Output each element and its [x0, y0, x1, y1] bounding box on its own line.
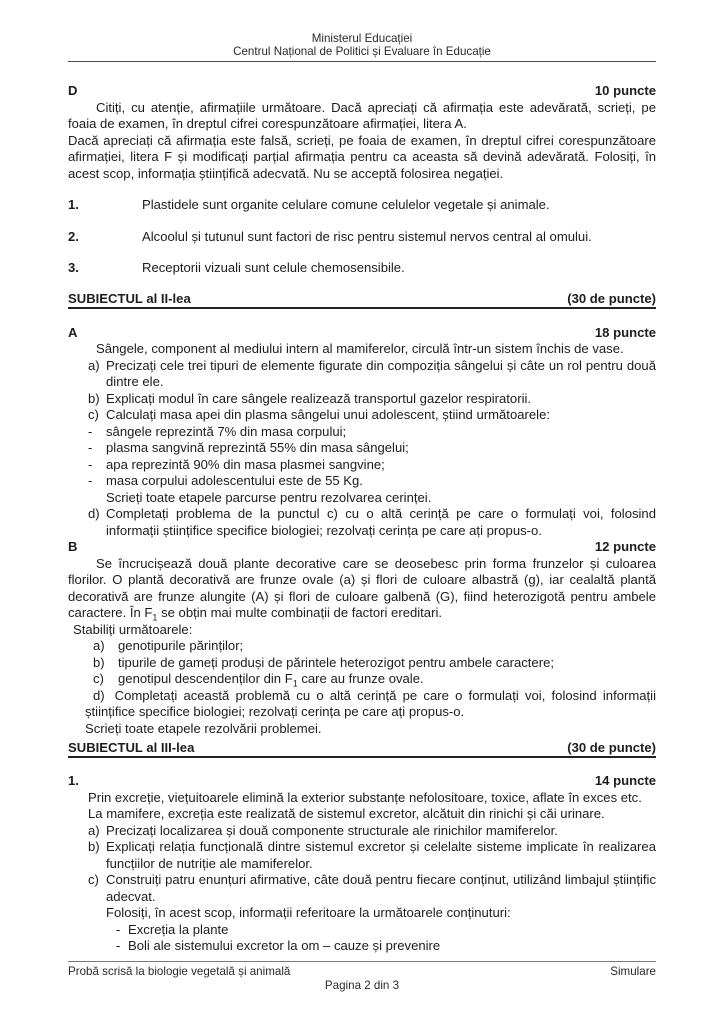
dash-text: Boli ale sistemului excretor la om – cauze și prevenire	[128, 938, 441, 953]
item-text-pre: genotipul descendenților din F	[118, 671, 293, 686]
section-1-item-b	[68, 839, 656, 872]
item-text: Precizați cele trei tipuri de elemente figurate din compoziția sângelui și câte un rol pentru două dintre ele.	[106, 357, 656, 389]
section-a-heading	[68, 325, 656, 342]
section-1-contents	[106, 922, 656, 955]
section-b-body	[68, 622, 656, 738]
footer-simulare: Simulare	[610, 965, 656, 978]
section-b-paragraph	[68, 556, 656, 622]
item-marker: b)	[93, 654, 105, 670]
item-text	[118, 671, 424, 688]
section-b-points: 12 puncte	[594, 539, 656, 554]
item-text: Completați această problemă cu o altă cerință pe care o formulați voi, folosind informații științifice specifice biologiei; rezolvați cerința pe care ați propus-o.	[85, 687, 656, 719]
section-b-item-c	[85, 671, 656, 688]
dash-marker: -	[116, 938, 121, 953]
section-1-paragraph-1: Prin excreție, viețuitoarele elimină la exterior substanțe nefolositoare, toxice, aflate în exces etc.	[88, 789, 642, 805]
section-b-item-d	[85, 688, 656, 721]
item-marker: b)	[88, 839, 100, 854]
section-a-note: Scrieți toate etapele parcurse pentru rezolvarea cerinței.	[106, 489, 432, 505]
subject-2-heading	[68, 290, 656, 309]
statement-2	[68, 229, 656, 246]
dash-text: Excreția la plante	[128, 921, 229, 937]
statement-text: Alcoolul și tutunul sunt factori de risc pentru sistemul nervos central al omului.	[142, 228, 592, 244]
section-1-points: 14 puncte	[594, 773, 656, 788]
footer-row	[68, 965, 656, 979]
section-1-paragraphs	[68, 790, 656, 823]
header-ministry: Ministerul Educației	[311, 32, 413, 45]
section-1-item-c-note: Folosiți, în acest scop, informații referitoare la următoarele conținuturi:	[106, 905, 511, 920]
content-dash-2	[116, 938, 656, 955]
document-footer	[68, 961, 656, 992]
item-marker: a)	[88, 357, 100, 373]
section-1-item-a	[68, 823, 656, 840]
section-b-item-a	[85, 638, 656, 655]
item-marker: c)	[93, 671, 104, 686]
statement-number: 2.	[68, 228, 79, 244]
statement-number: 1.	[68, 197, 79, 212]
item-marker: d)	[88, 506, 100, 521]
statement-text: Plastidele sunt organite celulare comune celulelor vegetale și animale.	[142, 197, 550, 212]
footer-page-number: Pagina 2 din 3	[324, 978, 400, 992]
subject-3-heading	[68, 739, 656, 758]
content-dash-1	[116, 922, 656, 939]
section-d-label: D	[68, 83, 78, 98]
item-text: tipurile de gameți produși de părintele heterozigot pentru ambele caractere;	[118, 654, 554, 670]
section-a-dash-3	[68, 457, 656, 474]
section-1-heading	[68, 773, 656, 790]
paragraph-text: Se încrucișează două plante decorative care se deosebesc prin forma frunzelor și culoarea florilor. O plantă decorativă are frunze ovale (a) și flori de culoare albastră (g), iar cealaltă plantă decorativă are frunze alungite (A) și flori de culoare galbenă (G), fiind heterozigotă pentru ambele caractere. În F	[68, 555, 656, 620]
statement-1	[68, 197, 656, 214]
subject-3-points: (30 de puncte)	[567, 740, 656, 755]
statement-text: Receptorii vizuali sunt celule chemosensibile.	[142, 260, 405, 275]
section-1-paragraph-2: La mamifere, excreția este realizată de sistemul excretor, alcătuit din rinichi și căi urinare.	[88, 806, 605, 821]
item-text: Explicați modul în care sângele realizează transportul gazelor respiratorii.	[106, 390, 532, 406]
section-a-item-c	[68, 407, 656, 424]
item-marker: a)	[88, 822, 100, 838]
item-marker: c)	[88, 407, 99, 422]
section-b-heading	[68, 539, 656, 556]
dash-marker: -	[116, 921, 121, 937]
section-d-heading	[68, 83, 656, 100]
item-marker: a)	[93, 638, 105, 653]
section-a-label: A	[68, 324, 78, 340]
section-a-dash-1	[68, 424, 656, 441]
section-b-final: Scrieți toate etapele rezolvării problemei.	[85, 720, 322, 736]
section-1-label: 1.	[68, 773, 79, 788]
header-institution: Centrul Național de Politici și Evaluare în Educație	[233, 45, 491, 58]
f1-subscript: 1	[292, 678, 298, 689]
item-marker: b)	[88, 390, 100, 406]
subject-2-title: SUBIECTUL al II-lea	[68, 290, 191, 306]
item-text-post: care au frunze ovale.	[297, 671, 424, 686]
section-a-item-d	[68, 506, 656, 539]
footer-exam-name: Probă scrisă la biologie vegetală și animală	[68, 965, 291, 978]
item-text: genotipurile părinților;	[118, 638, 244, 653]
item-c-body	[106, 872, 656, 955]
dash-text: plasma sangvină reprezintă 55% din masa sângelui;	[106, 440, 409, 455]
item-text: Explicați relația funcțională dintre sistemul excretor și celelalte sisteme implicate în realizarea funcțiilor de nutriție ale mamiferelor.	[106, 839, 656, 871]
section-b-stabiliti: Stabiliți următoarele:	[73, 621, 193, 637]
subject-3-title: SUBIECTUL al III-lea	[68, 740, 195, 755]
section-a-item-a	[68, 358, 656, 391]
dash-text: apa reprezintă 90% din masa plasmei sangvine;	[106, 456, 385, 472]
statement-3	[68, 260, 656, 277]
dash-text: masa corpului adolescentului este de 55 Kg.	[106, 473, 363, 488]
item-marker: d)	[93, 687, 105, 703]
section-b-label: B	[68, 539, 78, 554]
f1-subscript: 1	[152, 612, 158, 623]
section-d-paragraph-2: Dacă apreciați că afirmația este falsă, scrieți, pe foaia de examen, în dreptul cifrei corespunzătoare afirmației, litera F și modificați parțial afirmația pentru ca aceasta să devină adevărată. Folosiți, în acest scop, informația științifică adecvată. Nu se acceptă folosirea negației.	[68, 132, 656, 181]
section-1-item-c	[68, 872, 656, 955]
dash-marker: -	[88, 473, 93, 488]
dash-marker: -	[88, 440, 93, 455]
section-a-dash-2	[68, 440, 656, 457]
dash-marker: -	[88, 456, 93, 472]
section-a-intro: Sângele, component al mediului intern al mamiferelor, circulă într-un sistem închis de vase.	[96, 341, 624, 356]
dash-text: sângele reprezintă 7% din masa corpului;	[106, 423, 347, 439]
dash-marker: -	[88, 423, 93, 439]
section-b-item-b	[85, 655, 656, 672]
section-a-points: 18 puncte	[594, 324, 656, 340]
section-a-dash-4	[68, 473, 656, 490]
document-header	[68, 32, 656, 62]
item-marker: c)	[88, 872, 99, 887]
item-text: Calculați masa apei din plasma sângelui unui adolescent, știind următoarele:	[106, 407, 550, 422]
subject-2-points: (30 de puncte)	[567, 290, 656, 306]
statement-number: 3.	[68, 260, 79, 275]
paragraph-text: se obțin mai multe combinații de factori ereditari.	[157, 605, 442, 620]
item-text: Completați problema de la punctul c) cu o altă cerință pe care o formulați voi, folosind informații științifice specifice biologiei; rezolvați cerința pe care ați propus-o.	[106, 506, 656, 538]
section-d-points: 10 puncte	[594, 83, 656, 98]
item-text: Precizați localizarea și două componente structurale ale rinichilor mamiferelor.	[106, 822, 558, 838]
section-a-item-b	[68, 391, 656, 408]
item-text: Construiți patru enunțuri afirmative, câte două pentru fiecare conținut, utilizând limbajul științific adecvat.	[106, 872, 656, 904]
section-d-paragraph-1: Citiți, cu atenție, afirmațiile următoare. Dacă apreciați că afirmația este adevărată, scrieți, pe foaia de examen, în dreptul cifrei corespunzătoare afirmației, litera A.	[68, 99, 656, 131]
